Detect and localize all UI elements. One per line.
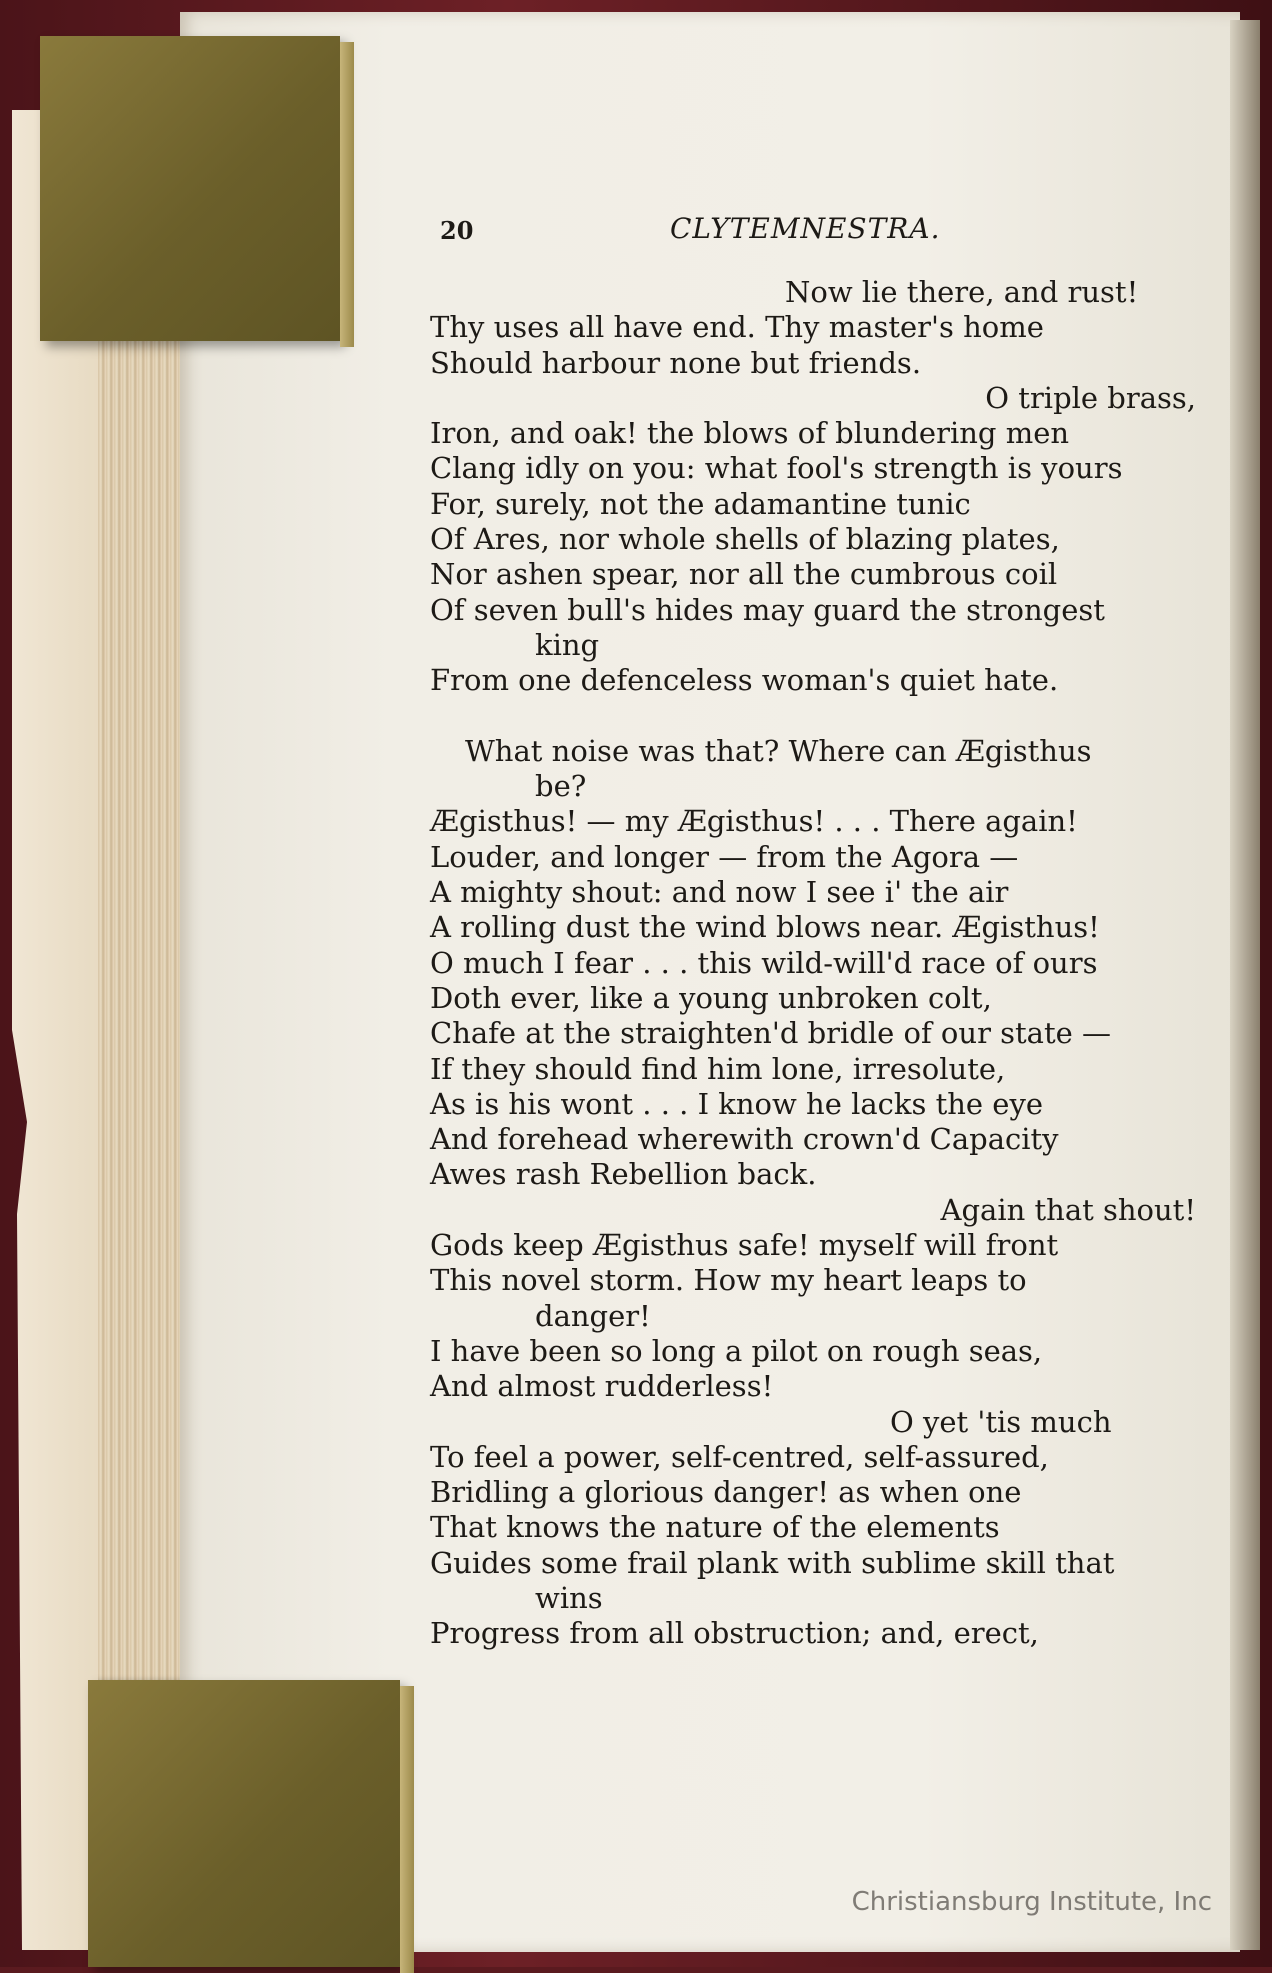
- verse-line: A rolling dust the wind blows near. Ægisthus!: [430, 910, 1100, 945]
- verse-line: O triple brass,: [985, 380, 1196, 415]
- verse-line: be?: [535, 769, 587, 804]
- verse-line: Ægisthus! — my Ægisthus! . . . There again!: [430, 804, 1078, 839]
- verse-line: Bridling a glorious danger! as when one: [430, 1475, 1022, 1510]
- verse-line: wins: [535, 1580, 603, 1615]
- verse-line: For, surely, not the adamantine tunic: [430, 486, 971, 521]
- verse-line: To feel a power, self-centred, self-assured,: [430, 1439, 1049, 1474]
- verse-line: Nor ashen spear, nor all the cumbrous coil: [430, 557, 1058, 592]
- verse-line: Louder, and longer — from the Agora —: [430, 839, 1019, 874]
- verse-line: O yet 'tis much: [890, 1404, 1112, 1439]
- verse-line: king: [535, 627, 600, 662]
- verse-line: Iron, and oak! the blows of blundering men: [430, 416, 1070, 451]
- brass-corner-top: [40, 36, 340, 341]
- verse-line: As is his wont . . . I know he lacks the eye: [430, 1086, 1043, 1121]
- verse-line: danger!: [535, 1298, 651, 1333]
- verse-line: If they should find him lone, irresolute,: [430, 1051, 1006, 1086]
- verse-line: Of seven bull's hides may guard the strongest: [430, 592, 1105, 627]
- verse-line: Now lie there, and rust!: [785, 275, 1139, 309]
- verse-line: Guides some frail plank with sublime skill that: [430, 1545, 1115, 1580]
- verse-line: [430, 699, 1210, 734]
- verse-line: Progress from all obstruction; and, erect,: [430, 1616, 1039, 1651]
- page-number: 20: [440, 216, 474, 245]
- verse-line: Awes rash Rebellion back.: [430, 1157, 817, 1192]
- verse-line: Gods keep Ægisthus safe! myself will front: [430, 1228, 1059, 1263]
- brass-corner-bottom: [88, 1680, 400, 1967]
- verse-line: Chafe at the straighten'd bridle of our state —: [430, 1016, 1112, 1051]
- verse-line: This novel storm. How my heart leaps to: [430, 1263, 1027, 1298]
- verse-line: Should harbour none but friends.: [430, 345, 922, 380]
- verse-line: And forehead wherewith crown'd Capacity: [430, 1122, 1059, 1157]
- running-head: [440, 212, 980, 252]
- watermark: Christiansburg Institute, Inc: [851, 1887, 1212, 1917]
- verse-body: [430, 275, 1210, 1652]
- verse-line: O much I fear . . . this wild-will'd race of ours: [430, 945, 1098, 980]
- verse-line: And almost rudderless!: [430, 1369, 774, 1404]
- verse-line: Clang idly on you: what fool's strength is yours: [430, 451, 1123, 486]
- endpaper-flap: [12, 110, 112, 1950]
- page-right-edge: [1230, 20, 1260, 1950]
- page-title: CLYTEMNESTRA.: [670, 212, 941, 245]
- verse-line: From one defenceless woman's quiet hate.: [430, 663, 1059, 698]
- verse-line: Again that shout!: [940, 1192, 1196, 1227]
- page-edges: [98, 335, 188, 1680]
- verse-line: That knows the nature of the elements: [430, 1510, 1000, 1545]
- verse-line: A mighty shout: and now I see i' the air: [430, 875, 1009, 910]
- verse-line: Of Ares, nor whole shells of blazing plates,: [430, 522, 1060, 557]
- verse-line: What noise was that? Where can Ægisthus: [465, 733, 1092, 768]
- verse-line: I have been so long a pilot on rough seas,: [430, 1333, 1043, 1368]
- verse-line: Doth ever, like a young unbroken colt,: [430, 980, 992, 1015]
- verse-line: Thy uses all have end. Thy master's home: [430, 310, 1044, 345]
